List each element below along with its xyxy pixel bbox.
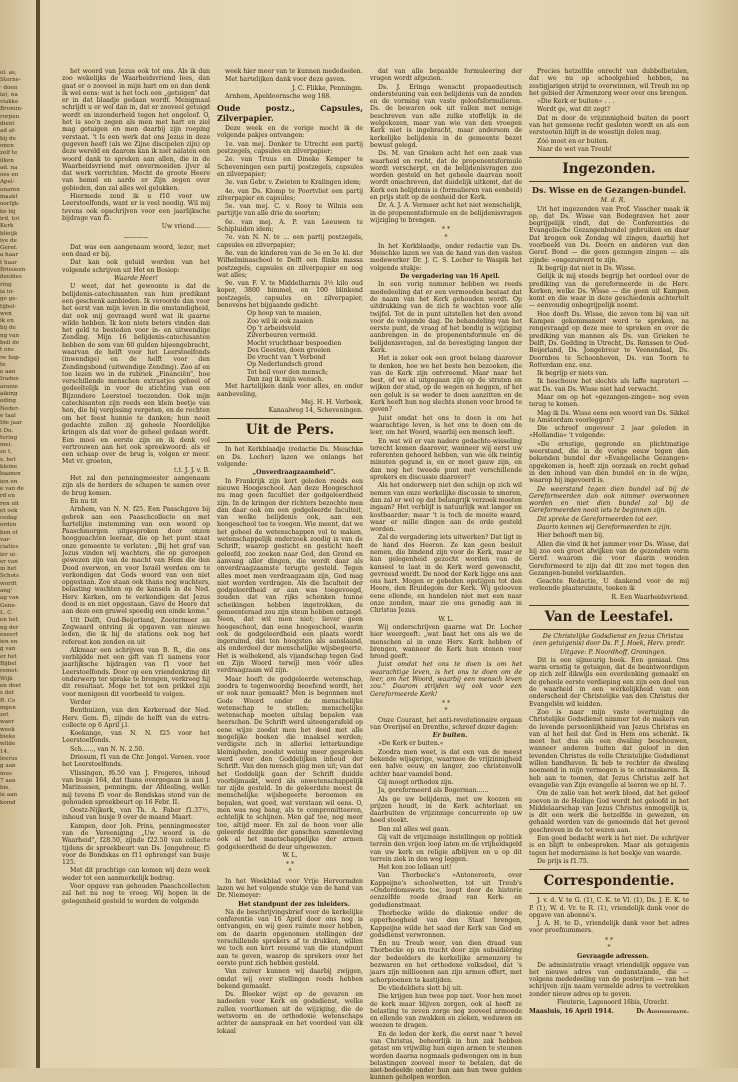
signature: Mej. H. H. Verbeek, (300, 398, 363, 406)
edge-fragment: 7 aan (0, 777, 16, 784)
signature: R. Een Waarheidsvriend. (611, 593, 689, 601)
poem-line: Op hoop van te maaien, (247, 310, 322, 318)
paragraph: Sch......, van N. N. 2.50. (70, 745, 145, 753)
edge-fragment: e taal (0, 412, 16, 419)
edge-fragment: wordt (0, 580, 17, 587)
page-fold (36, 0, 40, 1068)
edge-fragment: ien en (0, 478, 18, 485)
paragraph: Oostz-Nijkerk, van Th. A. Faber f1.37½, inhoud van busje 9 over de maand Maart. (62, 807, 210, 822)
edge-fragment: a haar (0, 252, 19, 259)
paragraph: Met hartelijken dank voor deze gaven. (225, 76, 346, 84)
address: Fleuterie, Lagenoord 16bis, Utrecht. (557, 999, 669, 1007)
edge-fragment: ren uit (0, 500, 20, 507)
signature: Uw vriend........ (161, 223, 210, 231)
edge-fragment: waer (0, 719, 15, 726)
paragraph: Verder (70, 698, 92, 706)
quote-title: „Onverdraagzaamheid". (252, 469, 336, 477)
paragraph: dat van alle bepaalde formuleering der vragen wordt afgezien. (370, 68, 522, 83)
edge-fragment: Bijbel (0, 661, 17, 668)
edge-fragment: wen (0, 310, 12, 317)
edge-fragment: bij de (0, 325, 16, 332)
paragraph: Het is zeker ook een groot belang daarover te denken, hoe we het beste hen bezoeken, die van de Kerk zijn ontvreemd. Maar naar het best, of we al uitgegaan zijn op de straten en wijken der stad, op de wegen en heggen, of het een geluk is se weder te doen aanzitten en de Kerk heeft hun nog slechts stenen voor brood te geven? (370, 355, 522, 414)
paragraph: En wat wil er van nadere gedachte-wisseling terecht komen daarover, wanneer wij eerst uw referenten gehoord hebben, van wie elk twintig minuten gegund is, en er moet gauw zijn, en dan nog het tweede punt met verschillende sprekers en discussie daarover? (370, 437, 522, 482)
list-item: 9e. van F. V. te Middelharnis 3½ kilo oud koper, 3800 bimmel, en 100 blinkend postzegels, capsules en zilverpapier, benevens het bijgaande gedicht: (217, 280, 363, 310)
edge-fragment: ben of (0, 529, 18, 536)
edge-fragment: komd (0, 799, 16, 806)
edge-fragment: wilde (0, 741, 16, 748)
poem-line: Tot heil voor den mensch; (247, 368, 329, 376)
edge-fragment: remet- (0, 668, 19, 675)
paragraph: Gelijk ik mij steeds begrijp het oordeel over de prediking van de gereformeerde in de Herv. Kerken, welke Ds. Wisse — die geen uit Kampen komt en die waar in deze geschiedenis achtertelt — eenvoudig onbegrijpelijk noemt. (529, 273, 689, 310)
edge-fragment: vlakke (0, 99, 19, 106)
poem-line: Dan zag ik mijn wensch. (247, 375, 324, 383)
paragraph: In een vorig nummer hebben we reeds mededeeling dat er een vermoeden bestaat dat de naam van het Kerk gehouden wordt. Op uitdrukking van de zich te wachten voor alle twijfel. Tot de in punt uitstellen het den avond voor de volgende dag. De behandeling van het eerste punt, de vraag of het bondig is wijziging aanbrengen in de propenentsformule en de belijdenisvragen, zal de bevestiging langen der Kerk. (370, 281, 522, 354)
paragraph: Met dit prachtige can komen wij deze week weder tot een aanmerkelijk bedrag. (62, 867, 210, 882)
edge-fragment: bis, (0, 785, 11, 792)
paragraph: En nu tit (70, 497, 98, 505)
edge-fragment: rd en (0, 493, 15, 500)
edge-fragment: oorlijk- (0, 201, 20, 208)
edge-fragment: t haar (0, 259, 17, 266)
paragraph: Juist omdat het ons te doen is om het waarachtige leven, is het ons te doen om de leer, om het Woord, waarbij een mensch leeft. (370, 414, 522, 437)
paragraph: Van Thorbecke's »Antonereets, over Kappeijne's schoolwetten, tot uit Treub's »Onderdomswets toe, loopt door de historie eenzelfde roode draad van Kerk- en godsdienstmaat. (370, 872, 522, 909)
edge-fragment: et ook (0, 507, 18, 514)
paragraph: In het Weekblad voor Vrije Hervormden lazen we het volgende stukje van de hand van Dr. Niemeyer: (217, 877, 363, 900)
paragraph: »De ernstige, gegronde en plichtmatige weerstand, die in de vorige eeuw tegen den bekenden bundel der »Evangelische Gezangen« opgekomen is, heeft zijn oorzaak en recht gehad in den inhoud van dien bundel en in de wijze, waarop hij ingevoerd is. (529, 440, 689, 485)
edge-fragment: ring (0, 281, 12, 288)
edge-fragment: bij de (0, 135, 16, 142)
edge-fragment: ciaties (0, 544, 19, 551)
column-1 (62, 68, 210, 1053)
signature: t.t. J. J. v. B. (174, 466, 210, 474)
list-item: 6e. van mej. A. P. van Leeuwen te Schipluiden idem; (217, 218, 363, 234)
paragraph: Vlissingen, f6.50 van J. Fregeres, inhoud van busje 164, dat thans overgegaan is aan J. Marinussen, penningm. der Afdeeling, welke mij tevens f5 voor de Bondskas stond van de gehouden spreekbeurt op 16 Febr. II. (62, 769, 210, 806)
paragraph: het woord van Jezus ook tot ons. Als ik dan zoo wekelijks de Waarheidsvriend lees, dan gaat er o zooveel in mijn hart om en dan denk ik wel eens: wat is het toch een „getuigen" dat er in dat blaadje gedaan wordt. Menigmaal schrijdt u er wel dan in, dat er zooveel getuigd wordt en inzonderheid tegen het ongeloof. O, het is soo'n zegen als men met hart en ziel mag getuigen en men daarbij zijn roeping verstaat. 't Is een werk dat ons Jezus in deze gegeven heeft (als we Zijne discipelen zijn) op deze wereld en daarom kan ik niet nalaten een woord dank te spreken aan allen, die in de Waarheidsvriend met onvermoeiden ijver al dat werk verrichten. Mocht de groote Heere van hemel en aarde er Zijn zegen over gebieden, dan zal alles wel gelukken. (62, 68, 210, 192)
divider (529, 893, 689, 894)
edge-fragment: Geref. (0, 245, 18, 252)
edge-fragment: Broniin- (0, 106, 23, 113)
edge-fragment: ve bap- (0, 354, 21, 361)
paragraph: Dit spreke de Gereformeerden tot eer. (537, 515, 658, 523)
paragraph: Alkmaar een schrijven van B. R., die ons verblijdde met een gift van f1 namens voor jaarlijksche bijdragen van f1 voor het Leerstoelfonds. Door op een vriendenkring dit onderwerp ter sprake te brengen, verkreeg hij dit resultaat. Moge het tot een prikkel zijn voor menigeen dit voorbeeld te volgen. (62, 646, 210, 698)
paragraph: Hier behoeft men bij. (537, 532, 605, 540)
edge-fragment: tering (0, 434, 18, 441)
footer-date: Maasluis, 16 April 1914. (529, 1008, 614, 1016)
edge-fragment: Neder- (0, 405, 20, 412)
edge-fragment: ia in- (0, 288, 15, 295)
footer-signature: De Administratie. (636, 1008, 689, 1016)
paragraph: Daarin kennen wij Gereformeerden te zijn. (537, 524, 672, 532)
subheading: Gevraagde adressen. (577, 953, 649, 961)
paragraph: Precies hetzelfde onrecht van dubbelbetalen, dat we nu op schoolgebied hebben, na zestigjarigen strijd te overwinnen, wil Treub nu op het gebied der Armenzorg weer over ons brengen. (529, 68, 689, 97)
edge-fragment: ier ui- (0, 551, 17, 558)
edge-fragment: s det (0, 690, 14, 697)
poem-line: Zoo wil ik ook zaaien (247, 317, 314, 325)
list-item: 7e. van N. N. te ... een partij postzegels, capsules en zilverpapier; (217, 234, 363, 249)
edge-fragment: Schots (0, 573, 20, 580)
edge-fragment: Gene- (0, 602, 17, 609)
article-heading: Ds. Wisse en de Gezangen-bundel. (532, 185, 686, 196)
paragraph: In Frankrijk zijn kort geleden reeds een nieuwe Hoogeschool. Aan deze Hoogeschool nu mag geen facultiet der godgeleerdheid zijn. In de kringen der richters bezochte men dan daar ook om een godgeleerde faculteit, van welke belijdenis ook, aan een hoogeschool toe te voegen. Wie meent, dat we het geheel de wetenschappen vol te maken, wetenschappelijk onderzoek zoodig is van de Schrift, waarop gesticht en gesticht heeft geleefd, zoo zoeken naar God, den Grond en aanvang aller dingen, die wordt daar als onverdraagzaamste terugte gesteld. Tegen alles moet men verdraagzaam zijn, God mag niet worden verdragen. Als die faculteit der godgeleerdheid er aan was toegevoegd, zouden dat van rijks schenken hunne scheikingen hebben ingetrokken, de gemeenteraad zou zijn steun hebben ontzegd. Neen, dat wil men niet; liever geen hoogeschool, dan eene hoogeschool, waarin ook de godgeleerdheid een plaats wordt ingeruimd, dat ten hoogsten als aanslaand, als onderdeel der menschelijke wijsbegeerte. Het is welbekend, als vijandschap tegen God en Zijn Woord terwijl men vóór alles verdraagzaam wil zijn. (217, 477, 363, 675)
list-item: 1e. van mej. Donker te Utrecht een partij postzegels, capsules en zilverpapier; (217, 140, 363, 156)
paragraph: Voor opgave van gehouden Paaschcollecten zal het nu nog te vroeg. Wij hopen in de gelegenheid gesteld te worden de volgende (62, 883, 210, 905)
paragraph: Kampen, door Joh. Prins, penningmeester van de Vereeniging „Uw woord is de Waarheid", f28.50, zijnde f22.50 van collecte tijdens de spreekbeurt van Ds. Jongebreur, f5 voor de Bondskas en f11 ophrengst van busje 125. (62, 822, 210, 867)
edge-fragment: ien en (0, 639, 18, 646)
edge-fragment: aiking (0, 391, 18, 398)
edge-fragment: onen (0, 142, 14, 149)
paragraph: Wordt ge, wat dit zegt? (537, 106, 611, 114)
paragraph: Het zal den penningmeester aangenaam zijn als de herders de schapen te samen over de brug komen. (62, 475, 210, 497)
poem-line: Op Nederlandsch grond (247, 361, 323, 369)
edge-fragment: Ide jaar (0, 420, 22, 427)
paragraph: Uit Delft, Oud-Beijerland, Zoetermeer en Zegwaard ontving ik opgaven van nieuwe leden, die ik bij de stations ook nog het refereat kon zenden en uit (62, 616, 210, 646)
edge-fragment: kleine (0, 464, 18, 471)
paragraph: Die schreef ongeveer 2 jaar geleden in »Hollandia« 't volgende: (529, 425, 689, 440)
signature: W. L. (438, 615, 454, 623)
divider: * * * (286, 861, 294, 876)
paragraph: Thorbecke wilde de diakonie onder de opperhoogheid van den Staat brengen, Kappeijne wilde het saad der Kerk van God en godsdienst verwronnen. (370, 909, 522, 939)
edge-fragment: ird, tot (0, 215, 20, 222)
edge-fragment: ia), na (0, 91, 18, 98)
paragraph: En nu Treub weer, van dien draad van Thorbecke op en tracht door zijn subsidiëring der bedeelders de kerkelijke armenzorg te bezwaren en het orthodoxe volksdeel, dat 's jaars zijn millioenen aan zijn armen offert, met schorpioenen te kastijden. (370, 940, 522, 984)
subheading: Er buiten. (432, 732, 468, 740)
edge-fragment: mei. (0, 442, 13, 449)
paragraph: En de leden der kerk, die eerst naar 't bevel van Christus, behoorlijk in hun zak hebben getast om vrijwillig hun eigen armen te steunen worden daarna nogmaals gedwongen om in hun belastingen zooveel meer te betalen, dat de niet-bedeelde onder hun aan hun twee gulden kunnen geholpen worden. (370, 1030, 522, 1082)
divider (529, 605, 689, 606)
divider (217, 442, 363, 443)
paragraph: Uit het ingezonden van Prof. Visscher maak ik op, dat Ds. Wisse van Bodegraven het zeer begrijpelijk vindt, dat de Conferenties de Evangelische Gezangenbundel gebruiken en daar Dat kregen ook Zondag wil zingen, daarbij het voorbeeld van Ds. Doorn en anderen van den Geref. Bond — die geen gezangen zingen — als zijnde: »ongezuiverd te zijn. (529, 205, 689, 264)
paragraph: Wij onderschrijven gaarne wat Dr. Locher hier weergeeft: „wat baat het ons als we de menschen al in onze Herv. Kerk hebben of brengen, wanneer de Kerk hun stenen voor brood geeft. (370, 623, 522, 661)
section-title: Uit de Pers. (245, 422, 335, 439)
paragraph: De weerstand tegen dien bundel zal bij de Gereformeerden dan ook nimmer overwonnen worden en niet dien bundel zal bij de Gereformeerden nooit iets te beginnen zijn. (529, 485, 689, 515)
edge-fragment: ang' (0, 588, 13, 595)
paragraph: Driesum, f1 van de Chr. Jongel. Vereen. voor het Leerstoelfonds. (62, 754, 210, 769)
paragraph: U weet, dat het gewoonte is dat de belijdenis-catechisanten van hun predikant een geschenk aanbieden. Ik veroorde dan voor het eerst van mijn leven in die omstandigheid, dat ook mij gevraagd werd wat ik gaarne wilde hebben. Ik kon niets beters vinden dan het geld te besteden voor in- en uitwendige Zending. Mijn 16 belijdenis-catechisanten hebben de som van 60 gulden bijeengebracht, waarvan de helft voor het Leerstoelfonds (inwendige) en de helft voor den Zendingsbond (uitwendige Zending). Zoo af en toe lezen we in de rubriek „Financiën", hoe verschillende menschen extraatjes geheel of gedeeltelijk in voor de stichting van een Bijzondere Leerstoel toezenden. Ook mijn catechisanten zijn reeds een klein beetje van hen, die bij vergissing vergeten, en de rechten om het feest hunnie te danken; hun nooit gedachte zullen zij geheele Noordelijke kringen als dat voor de geheel gedaan wordt. Een mooi en eerste zijn en ik denk vol vertrouwen aan het ook spreekwoord: als er een schaap over de brug is, volgen er meer. Met vr. groeten, (62, 283, 210, 466)
paragraph: Ds. J. Eringa wenscht propaedeutisch ondersteuning van een belijdenis van de zonden en de vorming van vaste geloofsformulieren. Ds. de bewaren ook uit vallen met eenige beschreven van alle zulke stoffelijk in de welgekozen, maar van wie van den vroegen Kerk niet is ingebracht, maar andersom de kerkelijke belijdenis in de gemeente bezet bewust gelegd. (370, 83, 522, 149)
signature: J. C. Flikke, Penningm. (291, 84, 363, 92)
edge-fragment: tijbel- (0, 303, 17, 310)
edge-fragment: R. Co (0, 697, 16, 704)
paragraph: Zal de vergadering iets uitwerken? Dat ligt in de hand des Heeren. Ze kan geen besluit nemen, die bindend zijn voor de Kerk, maar er kan gelegenheid gezocht worden van de kanseel te laat in de Kerk werd gewenscht, gevreesd wordt. De nood der Kerk ligge ons aan ons hart. Mogen er gebeden opstijgen tot den Heere, den Bruidegom der Kerk. Wij gelooven eene ellende, en handelen niet met een naar onze zonden, maar zie ons genadig aan in Christus Jezus. (370, 534, 522, 615)
paragraph: In het Kerkblaadje (redactie Ds. Meischke en Ds. Locher) lazen we onlangs het volgende: (217, 446, 363, 469)
price: De prijs is f1.75. (537, 857, 589, 865)
paragraph: Van zuiver kunnen wij daarbij zwijgen, omdat wij over stellingen reeds hebben bekend gemaakt. (217, 968, 363, 990)
edge-fragment: ng van (0, 332, 20, 339)
edge-fragment: e aan (0, 369, 16, 376)
divider (529, 629, 689, 630)
edge-fragment: ive de (0, 237, 17, 244)
divider: ———— (123, 233, 149, 241)
edge-fragment: er van (0, 558, 18, 565)
paragraph: Dat m door de vrijzinnigheid buiten de poort van het gemeene recht gesloten wordt en als een verstooten blijft in de woestijn dolen mag. (529, 114, 689, 137)
edge-fragment: onaren (0, 186, 20, 193)
poem-line: Des Geestes, doen groeien (247, 346, 331, 354)
list-item: 8e. van de kinderen van de 3e en 3e kl. der Wilhelminaschool te Delft een flinke massa postzegels, capsules en zilverpapier en nog wat alles; (217, 249, 363, 279)
publisher: Uitgave: P. Noordhoff, Groningen. (559, 648, 667, 656)
paragraph: Geachte Redactie, U dankend voor de mij verleende plaatsruimte, teeken ik (529, 578, 689, 593)
edge-fragment: erden (0, 522, 17, 529)
edge-fragment: blieijk (0, 230, 18, 237)
edge-fragment: exeert (0, 631, 19, 638)
paragraph: Deze week en de vorige mocht ik de volgende pakjes ontvangen: (217, 125, 363, 140)
edge-fragment: leerus (0, 755, 18, 762)
edge-fragment: L. C. (0, 609, 14, 616)
subheading: De vergadering van 16 April. (400, 273, 500, 281)
paragraph: week hier meer van te kunnen mededeelen. (225, 68, 363, 75)
paragraph: Na de beschrijvingsbrief voor de kerkelijke conferentie van 16 April door ons nog is ontvangen, en wij geen ruimte meer hebben, om de daarin opgenomen stellingen der verschillende sprekers af te drukken, willen we toch een kort resumé van die standpunt aan te geven, waarop de sprekers over het eerste punt zich hebben gesteld. (217, 908, 363, 967)
paragraph: J. A. H. te D., vriendelijk dank voor het adres voor proefnummers. (529, 920, 689, 935)
footer (529, 1008, 689, 1015)
poem-line: Op 't arbeidsveld (247, 324, 301, 332)
paragraph: Ik begrijp dat niet in Ds. Wisse. (537, 264, 636, 272)
edge-fragment: inus (0, 770, 12, 777)
edge-fragment: bieke (0, 734, 16, 741)
divider (217, 418, 363, 419)
edge-fragment: ie aan (0, 792, 18, 799)
list-item: 3e. van Gebr. v. Zwieten te Kralingen idem; (225, 179, 361, 187)
list-item: 5e. van mej. C. v. Rooy te Wilnis een partijtje van alle drie de soorten; (217, 203, 363, 218)
edge-fragment: ge ge- (0, 296, 18, 303)
paragraph: Ik beschouw het slechts als laffe naprateri — wat Ds. van Ds. Wisse niet had verwacht. (529, 378, 689, 393)
section-title: Ingezonden. (562, 161, 656, 178)
paragraph: De administratie vraagt vriendelijk opgave van het nieuwe adres van ondanstaande, die — volgens mededeeling van de posterijen — van het schrijven zijn naam vermelde adres te vertrekken zonder nieuw adres op te geven. (529, 961, 689, 998)
divider (529, 157, 689, 158)
edge-fragment: rorpen (0, 113, 20, 120)
divider (529, 181, 689, 182)
edge-fragment: Apel- (0, 179, 15, 186)
edge-fragment: ke bij (0, 208, 16, 215)
list-item: 4e. van Ds. Klomp te Poortvliet een partij zilverpapier en capsules; (217, 187, 363, 202)
edge-fragment: en doet (0, 682, 22, 689)
paragraph: Benthuizen, van den Kerkeraad der Ned. Herv. Gem. f5, zijnde de helft van de extra-collecte op 6 April j.l. (62, 707, 210, 729)
paragraph: In het Kerkblaadje, onder redactie van Ds. Meischke lazen we van de hand van den vasten medewerker Dr. J. C. S. Locher te Waspik het volgende stukje: (370, 242, 522, 272)
paragraph: Dr. A. J. A. Vermeer acht het niet wenschelijk, in de propenentsformule en de belijdenisvragen wijziging te brengen. (370, 202, 522, 224)
book-title: De Christelijke Godsdienst en Jezus Christus (een getuigenis) door Ds. P. J. Hoek, Herv. predr. (532, 633, 686, 648)
edge-fragment: g van (0, 646, 16, 653)
edge-fragment: beil de (0, 339, 20, 346)
poem-line: Zilverbeuren vermeld. (247, 332, 318, 340)
paragraph: Dat was een aangenaam woord, lezer, met een daad er bij. (62, 243, 210, 259)
edge-fragment: cedag (0, 515, 17, 522)
paragraph: Arnhem, van N. N. f25. Een Paaschgave bij gebrek aan een Paaschcollecte en met hartelijke instemming van een woord op Paaschmorgen uitgesproken door onzen hooggeachten leeraar, die op het punt staat onze gemeente te verlaten: „Bij het graf van Jezus vinden wij wachters, die op geroepen gewezen zijn van de macht van Hem die den Dood overwon, en voor Israël worden om te verkondigen dat Gods woord van een niet opgestaan. Zoo staan ook thans nog wachters, belasting wachten op de kansels in de Ned. Herv. Kerken, om te verkondigen dat Jezus dood is en niet opgestaan. Gave de Heere dat aan deze een gruwel spoedig een einde kome." (62, 506, 210, 616)
paragraph: Het kon zoo lollaan uit! (378, 864, 452, 872)
divider (529, 869, 689, 870)
paragraph: Die krijgen hun twee pop niet. Voor hen moet de kerk maar blijven zorgen, ook al heeft ze belasting te zeven zorge nog zooveel armoede en ellende van zwakken en zieken, weduwen en weezen te dragen. (370, 993, 522, 1030)
divider: * * * (442, 226, 450, 241)
paragraph: Zoo is naar mijn vaste overtuiging de Christelijke Godsdienst nimmer tot de makers van de levende persoonlijkheid van Jezus Christus en van al het heil dat God in Hem ons schenkt. Ik moet het dus als een dwaling beschouwen, wanneer anderen buiten dat geloof in den levenden Christus de volle Christelijke Godsdienst willen handhaven. Ik heb te rechter de dwaling noemend in mijn vermogen is te ontmaskeren. Ik heb aan te toonen, dat Jezus Christus zelf het evangelie van Zijn evangelie al leeren we op bl. 7. (529, 708, 689, 789)
paragraph: Ds. Bleeker wijst op de gevaren en nadeelen voor Kerk en godsdienst, welke zullen voortkomen uit de wijziging, die de wetsvorm en de orthodoxie wetenschaps achter de aanspraak en het voordeel van elk lokaal (217, 991, 363, 1035)
paragraph: Maar om op het »gezangen-zingen« nog even terug te komen. (529, 393, 689, 409)
edge-fragment: mgen (0, 704, 16, 711)
edge-fragment: ze t, (0, 449, 13, 456)
edge-fragment: 14. (0, 748, 9, 755)
edge-fragment: zelf te (0, 150, 18, 157)
edge-fragment: ik en (0, 318, 14, 325)
section-title: Correspondentie. (543, 873, 675, 890)
paragraph: Als ge uw belijdenis, met uw koozen en prijzen houdt, in de Kerk achterlaat en daarbuiten de vrijzinnige concurrente op uw hoed steekt. (370, 795, 522, 825)
edge-fragment: s. het (0, 456, 16, 463)
edge-fragment: en het (0, 617, 18, 624)
edge-fragment: ad af- (0, 128, 16, 135)
article-heading: Oude postz., Capsules, Zilverpapier. (217, 103, 363, 124)
subheading: Het standpunt der zes inleiders. (238, 900, 350, 908)
edge-fragment: ilken (0, 157, 14, 164)
paragraph: Als het onderwerp niet den schijn op zich wil nemen van onze werkelijke discussie te smoren, dan zal er wel op dat belangrijk verzoek moeten ingaan? Het verblijf is natuurlijk wat langer en kostbaarder; maar 't is toch de moeite waard, waar er mille dingen aan de orde gesteld worden. (370, 482, 522, 534)
paragraph: Onze Courant, het anti-revolutionaire orgaan van Overijsel en Drenthe, schreef dezer dagen: (370, 716, 522, 731)
divider: * * * (442, 699, 450, 715)
paragraph: Ja, gereformeerd als Bogerman...... (378, 787, 489, 795)
paragraph: Hiermede zend ik u f10 voor uw Leerstoelfonds, want er is veel noodig. Wil mij tevens ook opschrijven voor een jaarlijksche bijdrage van f5. (62, 193, 210, 222)
edge-fragment: week (0, 726, 15, 733)
paragraph: Dan zal alles wel gaan. (378, 825, 451, 833)
paragraph: Dat kan ook geluid worden van het volgende schrijven uit Het en Bosiop: (62, 259, 210, 274)
edge-fragment: maakt (0, 194, 18, 201)
edge-fragment: Briisieen (0, 267, 26, 274)
edge-fragment: oding (0, 398, 16, 405)
paragraph: Hoe doeft Ds. Wisse, die zeven tom bij van uit Kampen gekommanent werd te spreken, na rengevraagd op deze mee te spreken en over de prediking van mannen als Ds. van Grieken te Delft, Ds. Gedding in Utrecht, Ds. Renssen te Oud-Beijerland, Ds. Jongebreur te Veenendaal, Ds. Doornbos te Schoonhoven, Ds. van Toorn te Rotterdam enz. enz. (529, 310, 689, 369)
paragraph: Juist omdat het ons te doen is om het waarachtige leven, is het ons te doen om de leer, om het Woord, waarbij een mensch leven zou." Daarom strijden wij ook voor een Gereformeerde Kerk! (370, 661, 522, 698)
paragraph: Gij moogt orthodox zijn. (378, 778, 454, 786)
edge-fragment: g aan (0, 763, 16, 770)
paragraph: Maar hoeft de godgeleerde wetenschap, zoodra te tegenwoordig beoefend wordt, het er ook naar gemaakt? Men is begonnen met Gods Woord onder de menschelijke wetenschap te stellen; menschelijke wetenschap moeten uitslag bepalen van heerschen. De Schrift werd uiteengerafeld op eene wijze zoodat men het deed met alle mogelijke boeken die maaksel werden; verdigste zich in allerlei letterkundige kleinigheden, zoodat weinig meer gesproken werd over den Goddelijken inhoud der Schrift. Van den mensch ging men uit; van dat het Goddelijk gaan der Schrift duidde voorbijmaakt, werd als onwetenschappelijk ter zijde gesteld. In de geleerdste moest de menschelijke wijsbegeerte beroemen en bepalen, wat goed, wat verstaan wil eens. O, men was nog bang, als te compromitteeren, echtelijk te schijnen. Men gaf toe, nog meer toe, altijd meer. En zal de hoon voor alle geleerde dezelfde der ganschen samenleving ook al het maatschappelijke der armen godgeleerdheid de deur uitgewezen. (217, 675, 363, 851)
column-4 (529, 68, 689, 1053)
edge-fragment: t ons (0, 347, 14, 354)
signature: Kanaalweg 14, Scheveningen. (268, 407, 363, 415)
edge-fragment: in het (0, 566, 17, 573)
edge-fragment: · doen (0, 84, 18, 91)
paragraph: Om de zalie van het werk bloed, dat het geloof zoeven in de Heilige God wordt het geloofd in het Middelaarschap van Jezus Christus onmogelijk is, is dit een werk die hetzelfde in gewezen, en gehaald worden van de genoemde dat het gevoel geschreven in de tot wezen aan. (529, 790, 689, 834)
paragraph: J. v. d. V. te G. (1), C. K. te Vl. (1), Ds. J. E. K. te P. (1), W. d. Vr. te R. (1), vriendelijk dank voor de opgave van abonné's. (529, 897, 689, 919)
divider: * * * (605, 936, 613, 951)
list-item: 2e. van Truus en Dineke Kemper te Scheveningen een partij postzegels, capsules en zilverpapier; (217, 156, 363, 178)
edge-fragment: i Du. (0, 427, 14, 434)
poem-line: De vrucht van 't Verbond (247, 354, 326, 362)
edge-fragment: ad. na (0, 164, 18, 171)
edge-fragment: Iraden (0, 376, 19, 383)
left-page-edge-fragments (0, 70, 34, 807)
paragraph: Gij valt de vrijzinnige instellingen op politiek terrein den vrijen loop laten en de vrijheidsgeld van uw kerk en religie afblijven en u op dit terrein ziek in den weg leggen. (370, 833, 522, 863)
paragraph: Mag ik Ds. Wisse eens een woord van Ds. Sikkel te Amsterdam voorleggen? (529, 409, 689, 424)
paragraph: »Die Kerk er buiten« . . . (537, 98, 615, 106)
edge-fragment: e van de (0, 485, 24, 492)
paragraph: Zoodra men weet, is dat een van de meest bekende wijsgerige, waarmee de vrijzinnigheid een halve eeuw, en langer, zoo christenvolk achter haar vaandel bond. (370, 748, 522, 778)
paragraph: Zóó moet en er buiten. (537, 137, 609, 145)
edge-fragment: te (0, 361, 6, 368)
edge-fragment: Sterne- (0, 77, 21, 84)
signature: W. L. (282, 851, 298, 859)
edge-fragment: oes en (0, 172, 19, 179)
edge-fragment: Wijk (0, 675, 13, 682)
paragraph: »De Kerk er buiten.« (378, 740, 444, 748)
edge-fragment: Kerk (0, 223, 14, 230)
paragraph: Een goed bedacht werk is het niet. De schrijver is en blijft te onbesproken. Maar als getuigenis tegen het modernisme is het boekje van waarde. (529, 835, 689, 857)
edge-fragment: deeldes (0, 274, 22, 281)
salutation: Waarde Heer! (114, 275, 158, 283)
edge-fragment: zet (0, 712, 9, 719)
edge-fragment: baanen (0, 471, 21, 478)
edge-fragment: ng der (0, 624, 19, 631)
section-title: Van de Leestafel. (544, 609, 674, 625)
paragraph: Koekange, van N. N. f25 voor het Leerstoelfonds. (62, 730, 210, 745)
edge-fragment: var- (0, 537, 12, 543)
edge-fragment: dient (0, 121, 15, 128)
edge-fragment: ol. as, (0, 70, 17, 76)
salutation: M. d. R. (600, 197, 626, 205)
edge-fragment: aranie (0, 383, 19, 390)
paragraph: Arnhem, Apeldoornsche weg 188. (225, 92, 332, 100)
paragraph: Allen die vind ik het jammer voor Ds. Wisse, dat hij zoo een groot afwijken van de gezonden vorm Geref. waarom die voor daarin wonden Gereformeerd te zijn dat dit zoo met tegen den Gezangen-bundel verklaarden. (529, 540, 689, 577)
edge-fragment: er het (0, 653, 17, 660)
paragraph: De vliedeldiets slott bij uit. (378, 984, 463, 992)
poem-line: Mocht vruchtbaar bespoedien (247, 339, 342, 347)
poem (217, 310, 363, 383)
paragraph: Dit is een sijmeurig boek. Een geniaal. Ons warm ernstig te getuigen, dat de beantwoordigen op zich zelf dikwijls een overdenking gemaakt en de geheele eerste verdieping een zijn een doel van de waarheid in een werkelijkheid van een onderscheid der Christelijke van den Christus der Evangeliën wil leidden. (529, 656, 689, 708)
paragraph: Met hartelijken dank voor alles, en onder aanbeveling, (217, 383, 363, 398)
column-3 (370, 68, 522, 1082)
paragraph: Ik begrijp er niets van. (537, 370, 609, 378)
paragraph: Naar de wet van Treub! (537, 145, 613, 153)
edge-fragment: ag van (0, 595, 19, 602)
column-2 (217, 68, 363, 1053)
paragraph: Ds. M. van Grieken acht het een zaak van waarheid en recht, dat de propenentsformule wordt verscherpt, en de belijdenisvragen zoo worden gesteld en het geheele daarvan nooit wordt omschreven, dat duidelijk uitkomt, dat de Kerk een belijdenis is (formulieren van eenheid) en prijs stelt op de eenheid der Kerk. (370, 150, 522, 202)
